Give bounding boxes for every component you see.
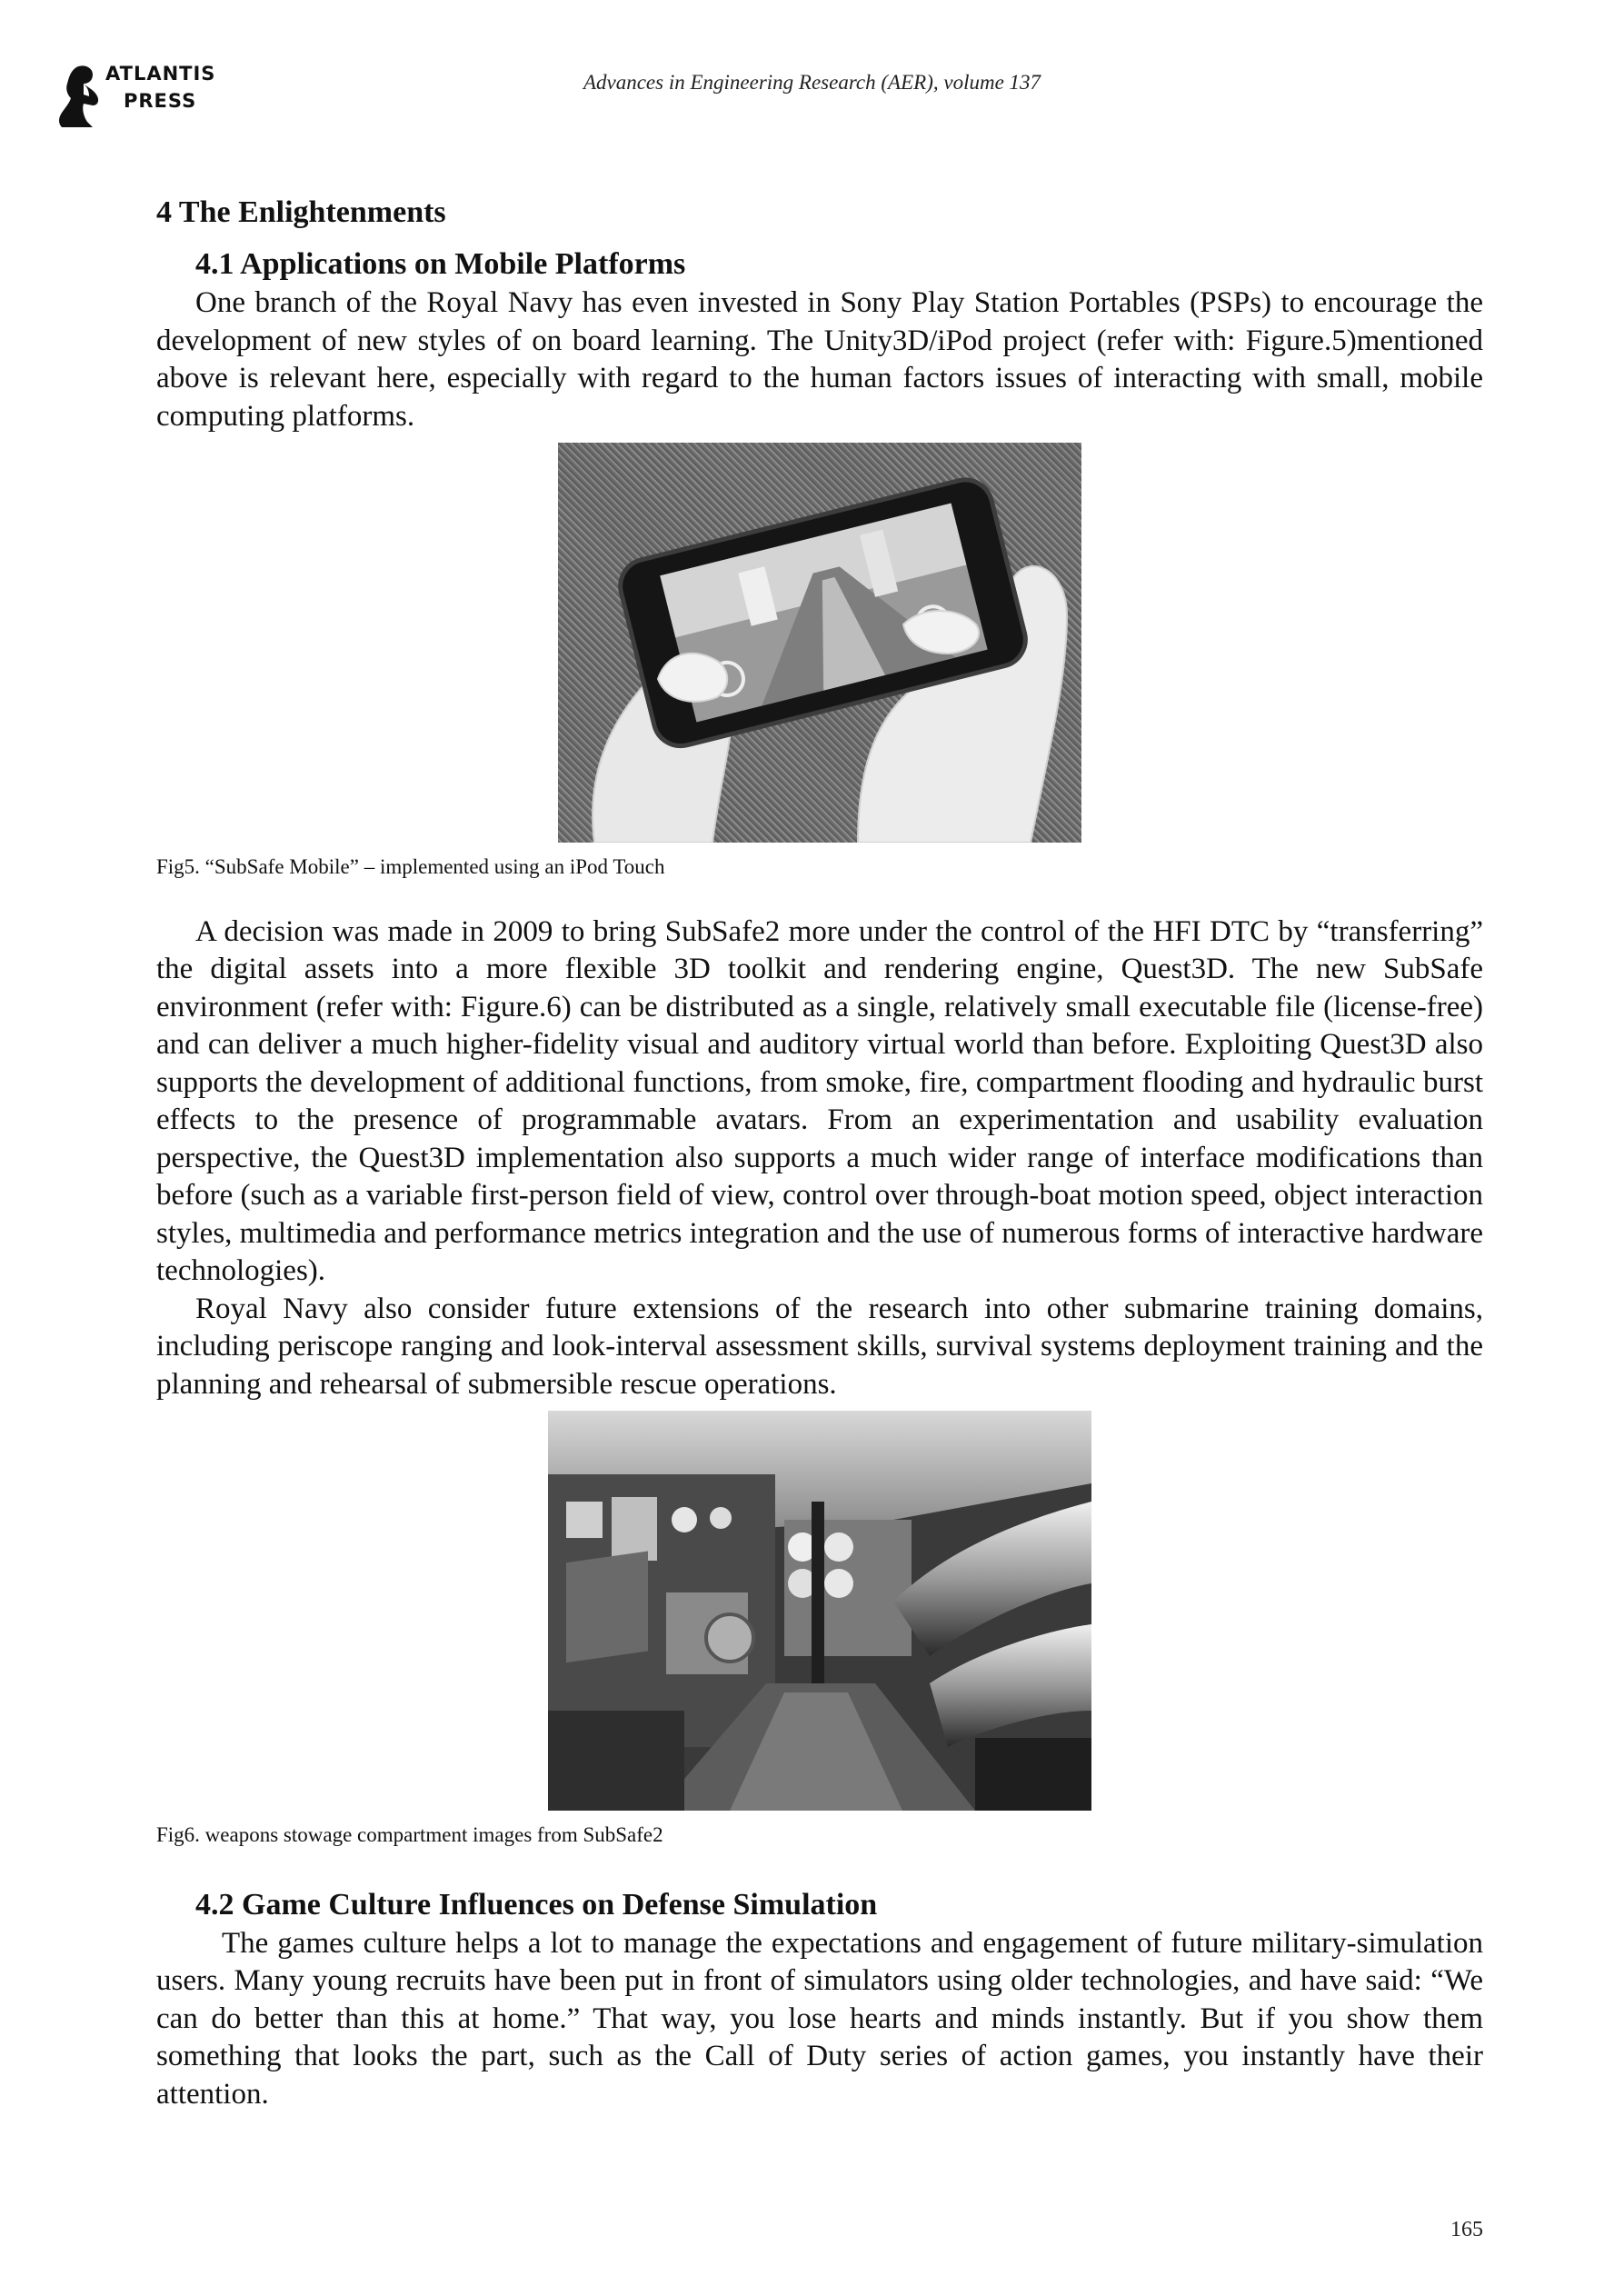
ipod-hands-illustration	[558, 443, 1081, 843]
subsection-heading-2: 4.2 Game Culture Influences on Defense Simulation	[195, 1887, 878, 1922]
page-content	[156, 193, 1483, 2113]
figure-5-caption: Fig5. “SubSafe Mobile” – implemented using an iPod Touch	[156, 854, 665, 878]
figure-6	[156, 1403, 1483, 1849]
paragraph-future-extensions: Royal Navy also consider future extensions of the research into other submarine training domains, including periscope ranging and look-interval assessment skills, survival systems deployment training and the planning and rehearsal of submersible rescue operations.	[156, 1292, 1483, 1401]
publisher-name-line2: PRESS	[124, 90, 197, 112]
figure-6-image	[548, 1411, 1091, 1811]
figure-6-caption: Fig6. weapons stowage compartment images from SubSafe2	[156, 1822, 663, 1846]
paragraph-mobile-platforms: One branch of the Royal Navy has even invested in Sony Play Station Portables (PSPs) to encourage the development of new styles of on board learning. The Unity3D/iPod project (refer with: Figure.5)mentioned above is relevant here, especially with regard to the human factors issues of interacting with small, mobile computing platforms.	[156, 286, 1483, 433]
section-heading: 4 The Enlightenments	[156, 195, 446, 229]
paragraph-subsafe2-quest3d: A decision was made in 2009 to bring SubSafe2 more under the control of the HFI DTC by “transferring” the digital assets into a more flexible 3D toolkit and rendering engine, Quest3D. The new SubSafe environment (refer with: Figure.6) can be distributed as a single, relatively small executable file (license-free) and can deliver a much higher-fidelity visual and auditory virtual world than before. Exploiting Quest3D also supports the development of additional functions, from smoke, fire, compartment flooding and hydraulic burst effects to the presence of programmable avatars. From an experimentation and usability evaluation perspective, the Quest3D implementation also supports a much wider range of interface modifications than before (such as a variable first-person field of view, control over through-boat motion speed, object interaction styles, multimedia and performance metrics integration and the use of numerous forms of interactive hardware technologies).	[156, 914, 1483, 1287]
figure-5-image	[558, 443, 1081, 843]
paragraph-game-culture: The games culture helps a lot to manage the expectations and engagement of future military-simulation users. Many young recruits have been put in front of simulators using older technologies, and have said: “We can do better than this at home.” That way, you lose hearts and minds instantly. But if you show them something that looks the part, such as the Call of Duty series of action games, you instantly have their attention.	[156, 1926, 1483, 2111]
figure-5	[156, 435, 1483, 881]
submarine-compartment-illustration	[548, 1411, 1091, 1811]
running-head: Advances in Engineering Research (AER), volume 137	[583, 71, 1041, 94]
publisher-name-line1: ATLANTIS	[105, 63, 216, 85]
page-number: 165	[1450, 2218, 1483, 2241]
subsection-heading-1: 4.1 Applications on Mobile Platforms	[195, 247, 686, 281]
